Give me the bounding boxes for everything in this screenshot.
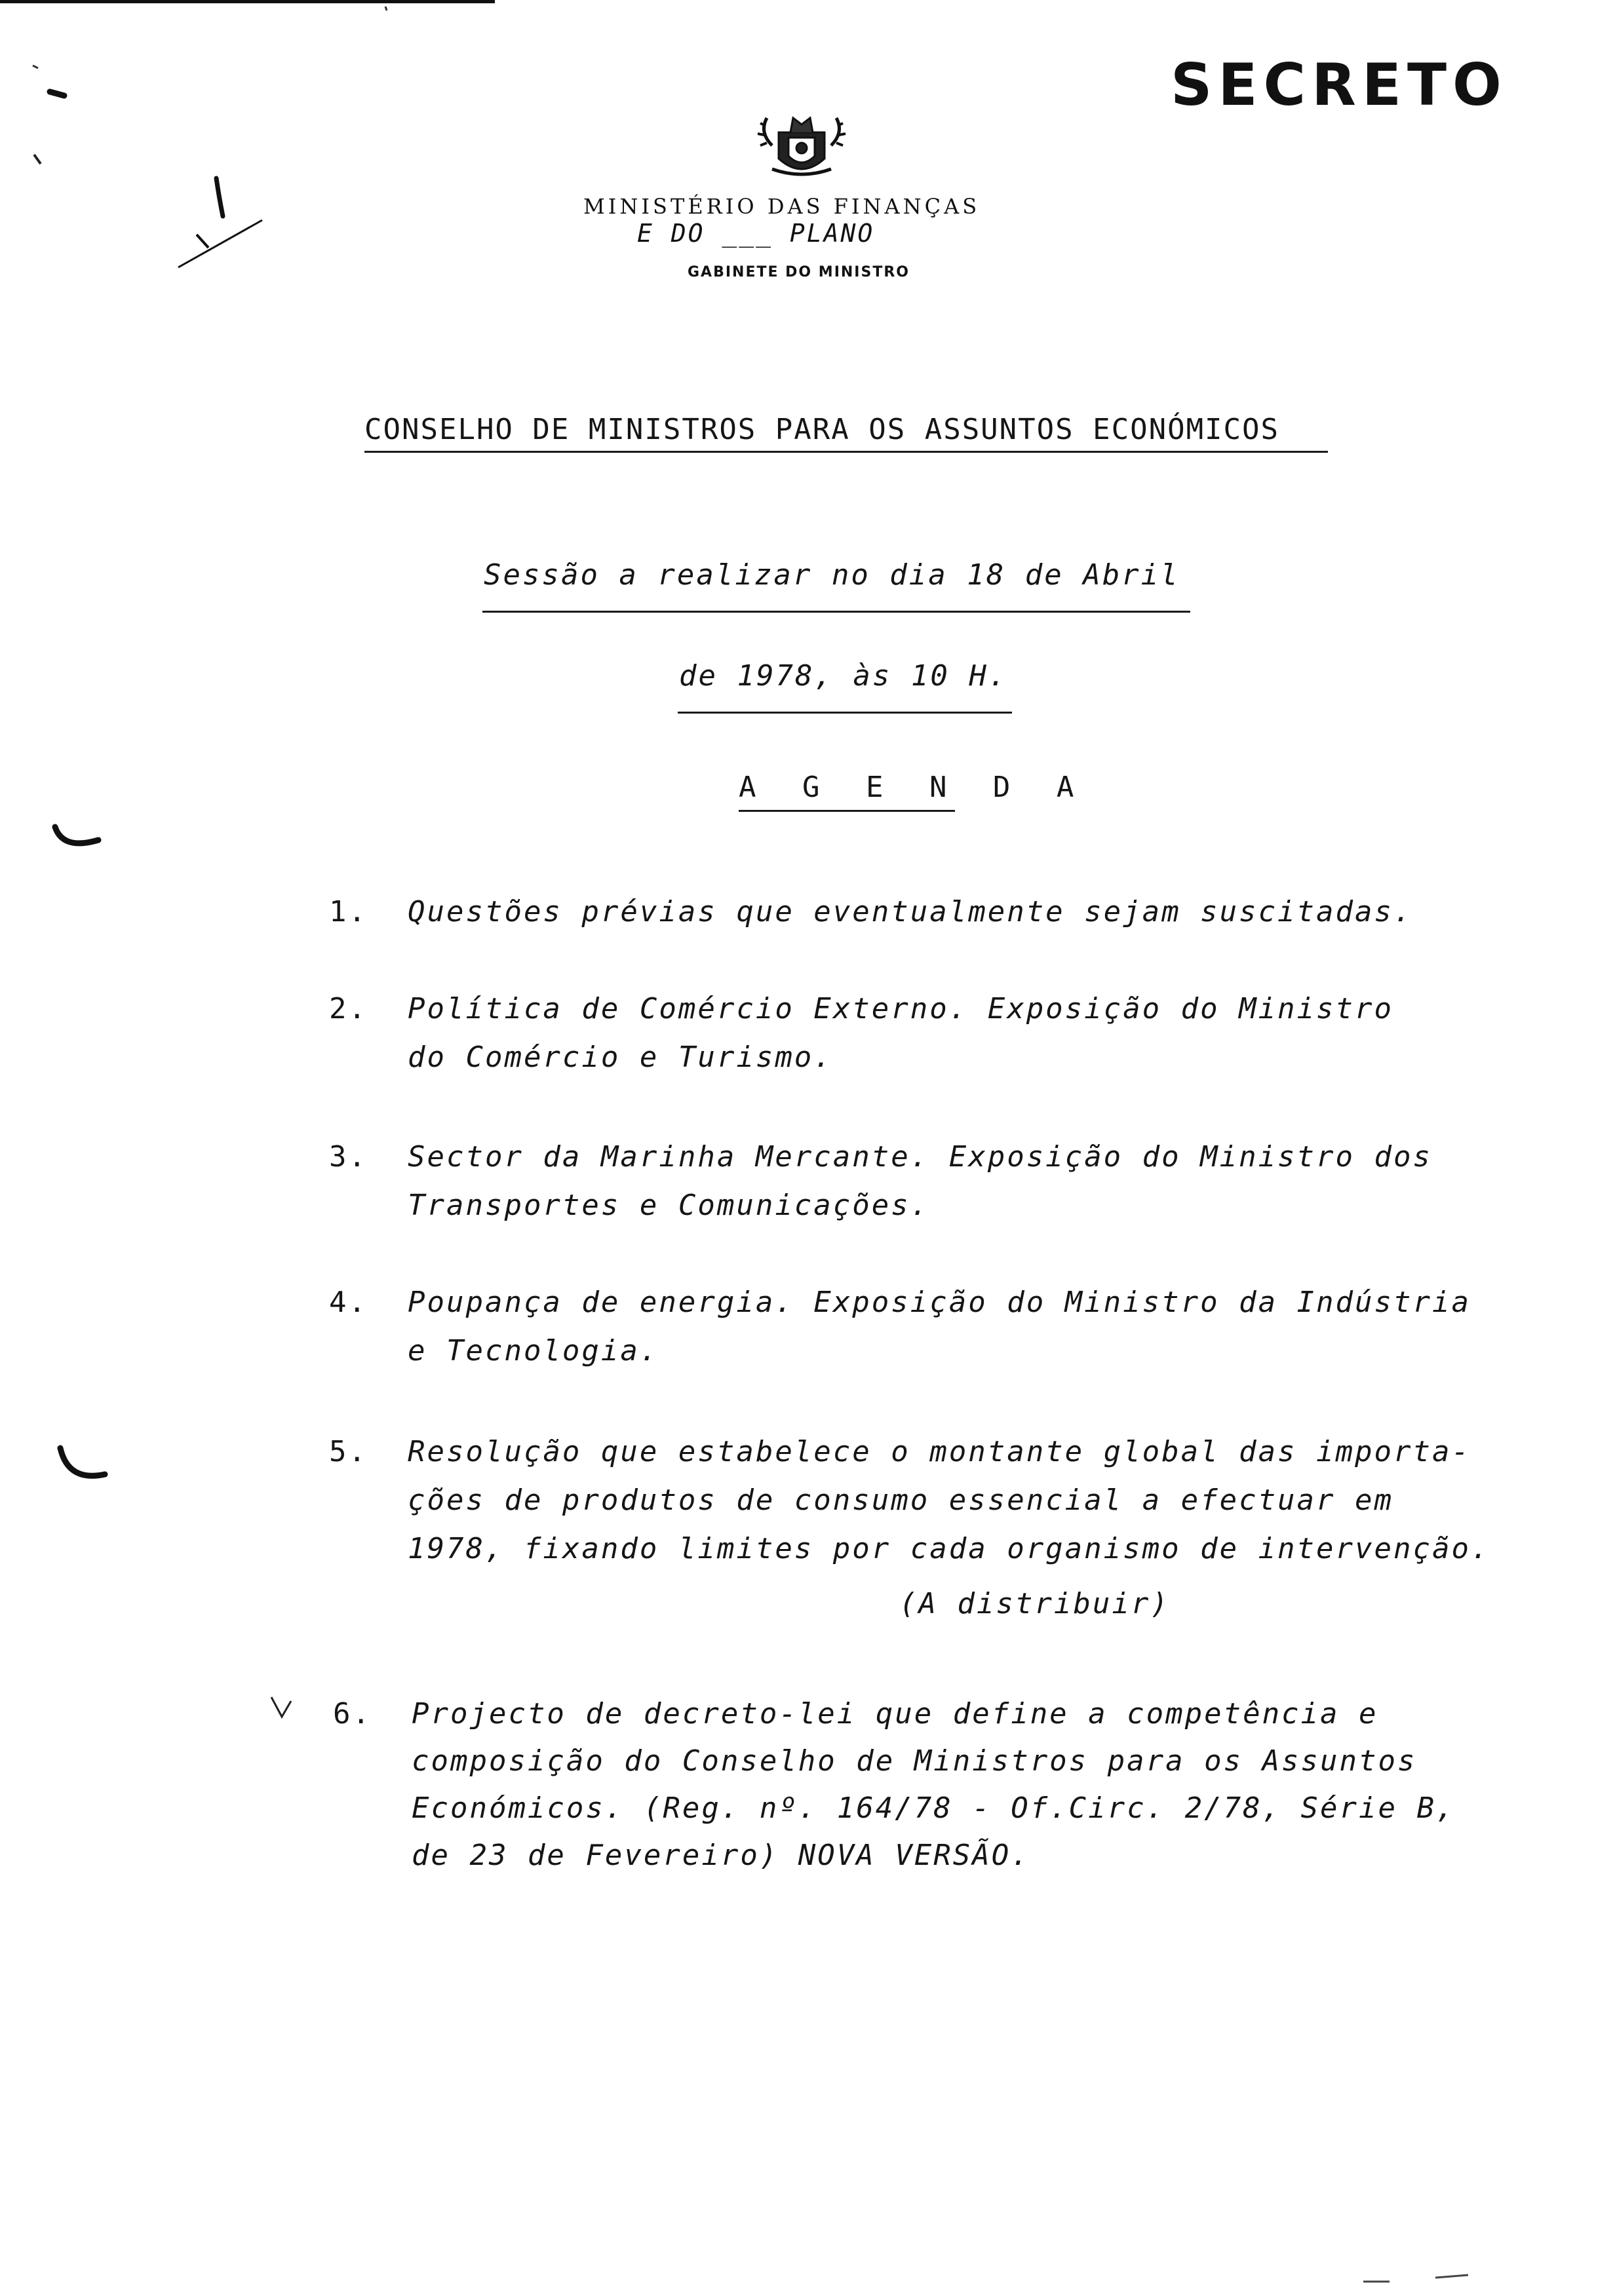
item-number: 4. [329, 1286, 368, 1319]
item-line: de 23 de Fevereiro) NOVA VERSÃO. [412, 1839, 1030, 1872]
item-line: Projecto de decreto-lei que define a competência e [412, 1697, 1378, 1731]
item-line: ções de produtos de consumo essencial a efectuar em [408, 1483, 1394, 1517]
item-number: 6. [333, 1697, 372, 1731]
cabinet-label: GABINETE DO MINISTRO [688, 264, 910, 280]
item-line: Poupança de energia. Exposição do Ministro da Indústria [408, 1286, 1471, 1319]
classification-stamp: SECRETO [1171, 51, 1508, 119]
item-line: Questões prévias que eventualmente sejam suscitadas. [408, 895, 1413, 928]
item-line: do Comércio e Turismo. [408, 1041, 833, 1074]
coat-of-arms-icon [752, 106, 851, 182]
session-line-1: Sessão a realizar no dia 18 de Abril [484, 558, 1180, 592]
item-line: Económicos. (Reg. nº. 164/78 - Of.Circ. 2/78, Série B, [412, 1791, 1456, 1825]
item-line: 1978, fixando limites por cada organismo de intervenção. [408, 1532, 1490, 1565]
item-number: 2. [329, 992, 368, 1025]
agenda-title-underline [739, 810, 955, 812]
ministry-name: MINISTÉRIO DAS FINANÇAS [583, 194, 981, 219]
session-line-2-underline [678, 712, 1012, 714]
item-number: 1. [329, 895, 368, 928]
item-line: Sector da Marinha Mercante. Exposição do Ministro dos [408, 1140, 1432, 1174]
item-number: 3. [329, 1140, 368, 1174]
ministry-subtitle: E DO ___ PLANO [637, 219, 875, 248]
item-note: (A distribuir) [899, 1587, 1170, 1620]
item-line: e Tecnologia. [408, 1334, 659, 1368]
item-line: composição do Conselho de Ministros para os Assuntos [412, 1744, 1417, 1778]
session-line-1-underline [482, 611, 1190, 613]
council-title-underline [364, 451, 1328, 453]
item-number: 5. [329, 1435, 368, 1468]
agenda-title: A G E N D A [739, 771, 1089, 804]
item-line: Política de Comércio Externo. Exposição do Ministro [408, 992, 1394, 1025]
item-line: Resolução que estabelece o montante global das importa- [408, 1435, 1471, 1468]
council-title: CONSELHO DE MINISTROS PARA OS ASSUNTOS ECONÓMICOS [364, 413, 1280, 446]
item-line: Transportes e Comunicações. [408, 1189, 930, 1222]
session-line-2: de 1978, às 10 H. [679, 659, 1008, 693]
